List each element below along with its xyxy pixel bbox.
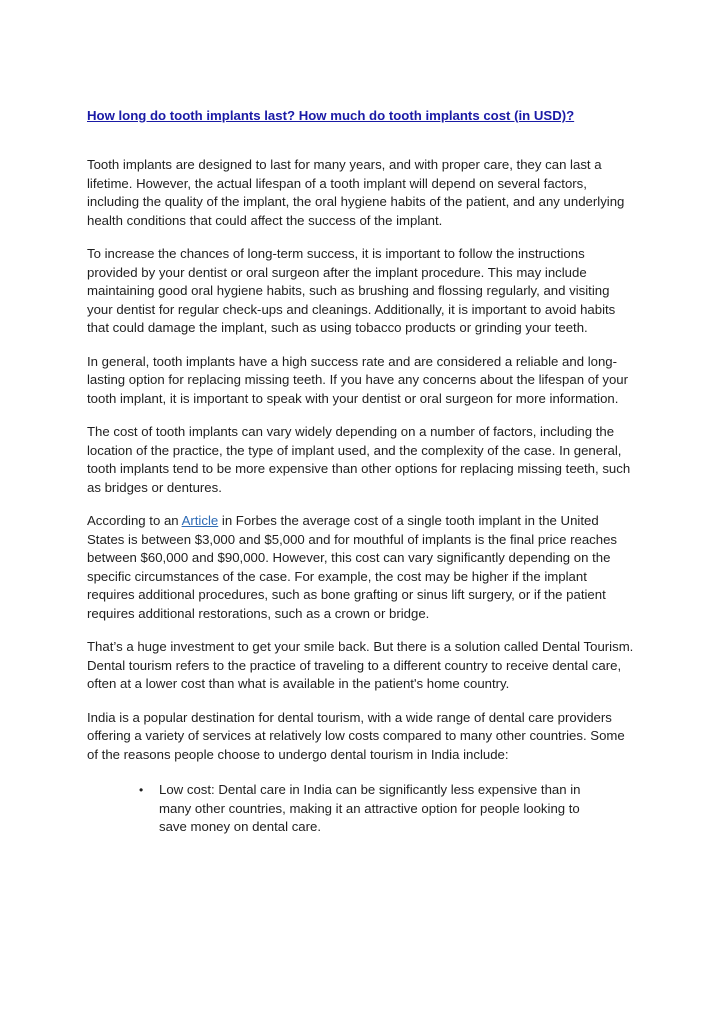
paragraph-lifespan: Tooth implants are designed to last for many years, and with proper care, they can last a lifetime. However, the actual lifespan of a tooth implant will depend on several factors, including the quality of the implant, the oral hygiene habits of the patient, and any underlying health conditions that could affect the success of the implant. (87, 157, 625, 228)
forbes-text-after-link: in Forbes the average cost of a single tooth implant in the United States is between $3,000 and $5,000 and for mouthful of implants is the final price reaches between $60,000 and $90,000. However, this cost can vary significantly depending on the specific circumstances of the case. For example, the cost may be higher if the implant requires additional procedures, such as bone grafting or sinus lift surgery, or if the patient requires additional restorations, such as a crown or bridge. (87, 513, 618, 621)
paragraph-cost-factors: The cost of tooth implants can vary widely depending on a number of factors, including the location of the practice, the type of implant used, and the complexity of the case. In general, tooth implants tend to be more expensive than other options for replacing missing teeth, such as bridges or dentures. (87, 424, 631, 495)
document-content (87, 106, 635, 837)
forbes-article-link[interactable]: Article (181, 513, 219, 528)
paragraph-forbes-cost (87, 512, 635, 623)
paragraph-dental-tourism: That’s a huge investment to get your smile back. But there is a solution called Dental Tourism. Dental tourism refers to the practice of traveling to a different country to receive dental care, often at a lower cost than what is available in the patient's home country. (87, 639, 634, 691)
forbes-text-before-link: According to an (87, 513, 182, 528)
article-heading-link[interactable]: How long do tooth implants last? How much do tooth implants cost (in USD)? (87, 108, 575, 123)
reasons-list (87, 781, 635, 837)
list-item (139, 781, 599, 837)
list-item-text: Low cost: Dental care in India can be significantly less expensive than in many other countries, making it an attractive option for people looking to save money on dental care. (159, 782, 581, 834)
paragraph-long-term-success: To increase the chances of long-term success, it is important to follow the instructions provided by your dentist or oral surgeon after the implant procedure. This may include maintaining good oral hygiene habits, such as brushing and flossing regularly, and visiting your dentist for regular check-ups and cleanings. Additionally, it is important to avoid habits that could damage the implant, such as using tobacco products or grinding your teeth. (87, 246, 616, 335)
paragraph-india-destination: India is a popular destination for dental tourism, with a wide range of dental care providers offering a variety of services at relatively low costs compared to many other countries. Some of the reasons people choose to undergo dental tourism in India include: (87, 709, 625, 762)
bullet-icon: • (139, 783, 144, 797)
paragraph-success-rate: In general, tooth implants have a high success rate and are considered a reliable and long-lasting option for replacing missing teeth. If you have any concerns about the lifespan of your tooth implant, it is important to speak with your dentist or oral surgeon for more information. (87, 353, 629, 406)
